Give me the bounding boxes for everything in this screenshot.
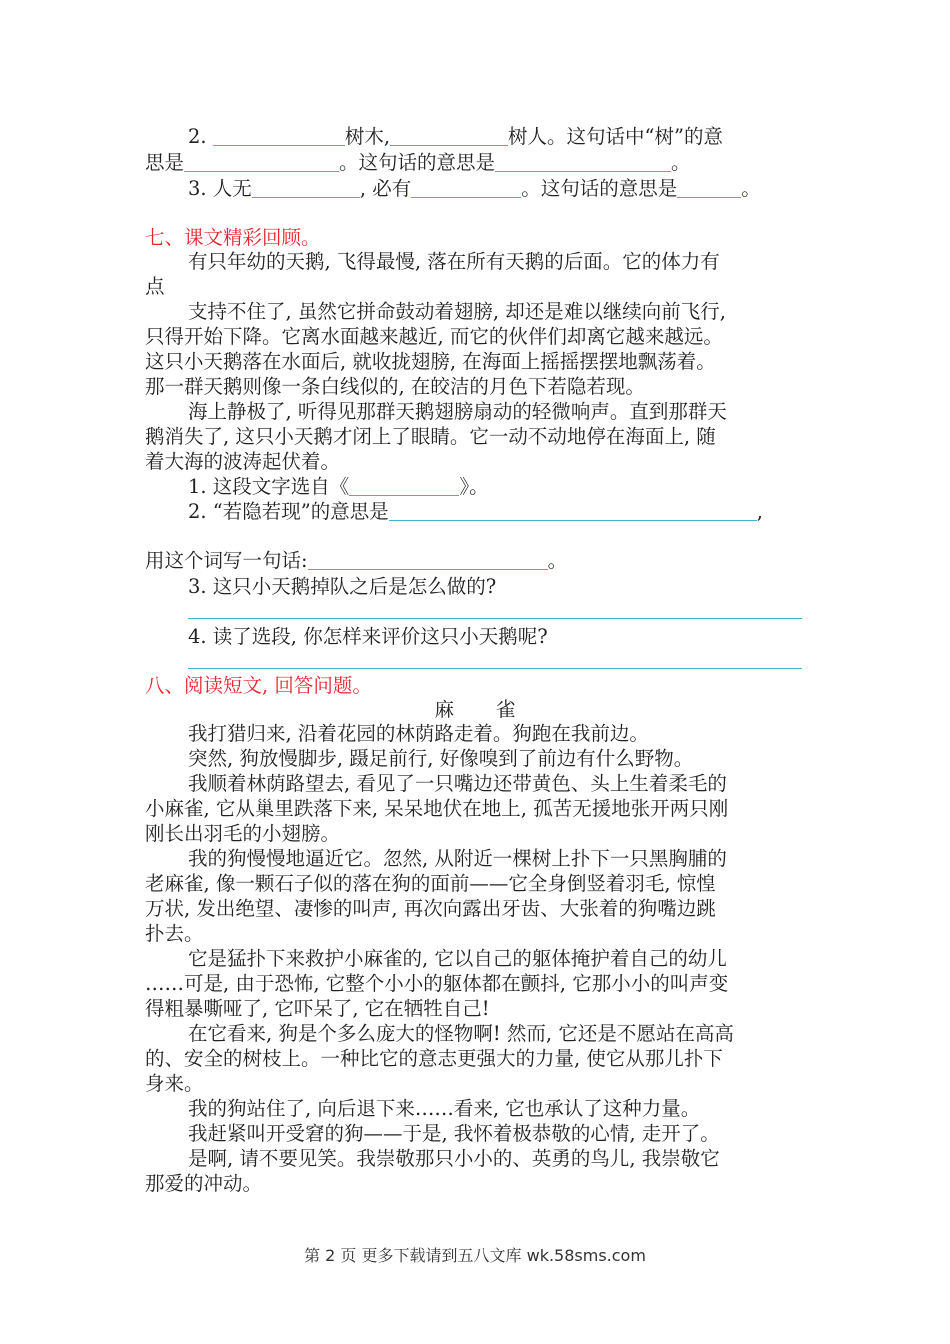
q6-line-3-text-2: , 必有 (359, 177, 412, 200)
q7-sub-question-4: 4. 读了选段, 你怎样来评价这只小天鹅呢? (188, 625, 548, 648)
passage-title-char-1: 麻 (434, 698, 454, 721)
q8-passage-line: 得粗暴嘶哑了, 它吓呆了, 它在牺牲自己! (145, 997, 490, 1020)
q8-passage-line: 我顺着林荫路望去, 看见了一只嘴边还带黄色、头上生着柔毛的 (188, 772, 727, 795)
q8-passage-line: 那爱的冲动。 (145, 1172, 263, 1195)
q8-passage-line: 的、安全的树枝上。一种比它的意志更强大的力量, 使它从那儿扑下 (145, 1047, 723, 1070)
q7-passage-line: 只得开始下降。它离水面越来越近, 而它的伙伴们却离它越来越远。 (145, 325, 723, 348)
q7-s2-end: 。 (547, 549, 568, 572)
q8-passage-line: 我的狗慢慢地逼近它。忽然, 从附近一棵树上扑下一只黑胸脯的 (188, 847, 727, 870)
q6-line-3-end: 。 (741, 177, 761, 200)
answer-blank[interactable] (349, 477, 459, 496)
answer-blank[interactable] (411, 179, 521, 198)
q7-passage-line: 点 (145, 275, 165, 298)
answer-blank[interactable] (308, 551, 548, 570)
q6-line-3-text: 3. 人无 (188, 177, 252, 200)
q7-heading: 七、课文精彩回顾。 (145, 226, 321, 249)
q8-passage-line: 扑去。 (145, 922, 204, 945)
q7-s2-text-2: 用这个词写一句话: (145, 549, 308, 572)
q7-s2-comma: , (756, 500, 763, 523)
q7-passage-line: 有只年幼的天鹅, 飞得最慢, 落在所有天鹅的后面。它的体力有 (188, 250, 720, 273)
q8-passage-line: ……可是, 由于恐怖, 它整个小小的躯体都在颤抖, 它那小小的叫声变 (145, 972, 729, 995)
q6-line-2 (145, 150, 691, 176)
q7-passage-line: 鹅消失了, 这只小天鹅才闭上了眼睛。它一动不动地停在海面上, 随 (145, 425, 716, 448)
q8-passage-line: 万状, 发出绝望、凄惨的叫声, 再次向露出牙齿、大张着的狗嘴边跳 (145, 897, 716, 920)
answer-blank[interactable] (213, 127, 345, 146)
q6-line-1 (188, 124, 723, 150)
q7-passage-line: 这只小天鹅落在水面后, 就收拢翅膀, 在海面上摇摇摆摆地飘荡着。 (145, 350, 716, 373)
q8-passage-line: 小麻雀, 它从巢里跌落下来, 呆呆地伏在地上, 孤苦无援地张开两只刚 (145, 797, 729, 820)
passage-title (0, 697, 950, 723)
q6-line-3-text-3: 。这句话的意思是 (521, 177, 678, 200)
answer-blank[interactable] (389, 502, 757, 521)
q6-line-2-end: 。 (671, 151, 691, 174)
q6-line-1-text: 树木, (344, 125, 391, 148)
q8-passage-line: 它是猛扑下来救护小麻雀的, 它以自己的躯体掩护着自己的幼儿 (188, 947, 727, 970)
answer-blank[interactable] (252, 179, 360, 198)
answer-blank[interactable] (495, 153, 671, 172)
q6-line-2-text: 思是 (145, 151, 185, 174)
q7-s1-end: 》。 (459, 475, 489, 498)
q8-passage-line: 刚长出羽毛的小翅膀。 (145, 822, 341, 845)
q6-line-1-number: 2. (188, 125, 213, 148)
q6-line-1-text-2: 树人。这句话中“树”的意 (508, 125, 723, 148)
q6-line-2-text-2: 。这句话的意思是 (339, 151, 496, 174)
q7-sub-question-2 (188, 499, 763, 525)
q8-passage-line: 我的狗站住了, 向后退下来……看来, 它也承认了这种力量。 (188, 1097, 701, 1120)
q7-s2-text: 2. “若隐若现”的意思是 (188, 500, 389, 523)
q8-passage-line: 我赶紧叫开受窘的狗——于是, 我怀着极恭敬的心情, 走开了。 (188, 1122, 720, 1145)
q7-passage-line: 着大海的波涛起伏着。 (145, 450, 341, 473)
answer-blank[interactable] (677, 179, 741, 198)
q8-passage-line: 是啊, 请不要见笑。我崇敬那只小小的、英勇的鸟儿, 我崇敬它 (188, 1147, 720, 1170)
q7-sub-question-3: 3. 这只小天鹅掉队之后是怎么做的? (188, 575, 497, 598)
q8-passage-line: 身来。 (145, 1072, 204, 1095)
q8-passage-line: 我打猎归来, 沿着花园的林荫路走着。狗跑在我前边。 (188, 722, 649, 745)
q7-sub-question-1 (188, 474, 489, 500)
q8-passage-line: 老麻雀, 像一颗石子似的落在狗的面前——它全身倒竖着羽毛, 惊惶 (145, 872, 716, 895)
q7-passage-line: 海上静极了, 听得见那群天鹅翅膀扇动的轻微响声。直到那群天 (188, 400, 727, 423)
q8-passage-line: 突然, 狗放慢脚步, 蹑足前行, 好像嗅到了前边有什么野物。 (188, 747, 694, 770)
q7-passage-line: 那一群天鹅则像一条白线似的, 在皎洁的月色下若隐若现。 (145, 375, 645, 398)
q6-line-3 (188, 176, 761, 202)
passage-title-char-2: 雀 (496, 698, 516, 721)
q8-heading: 八、阅读短文, 回答问题。 (145, 674, 372, 697)
q7-passage-line: 支持不住了, 虽然它拼命鼓动着翅膀, 却还是难以继续向前飞行, (188, 300, 726, 323)
answer-line[interactable] (188, 600, 802, 619)
answer-line[interactable] (188, 650, 802, 669)
answer-blank[interactable] (184, 153, 339, 172)
answer-blank[interactable] (390, 127, 508, 146)
page-footer: 第 2 页 更多下载请到五八文库 wk.58sms.com (304, 1246, 646, 1265)
q8-passage-line: 在它看来, 狗是个多么庞大的怪物啊! 然而, 它还是不愿站在高高 (188, 1022, 734, 1045)
q7-s1-text: 1. 这段文字选自《 (188, 475, 350, 498)
q7-sub-question-2-continued (145, 548, 567, 574)
